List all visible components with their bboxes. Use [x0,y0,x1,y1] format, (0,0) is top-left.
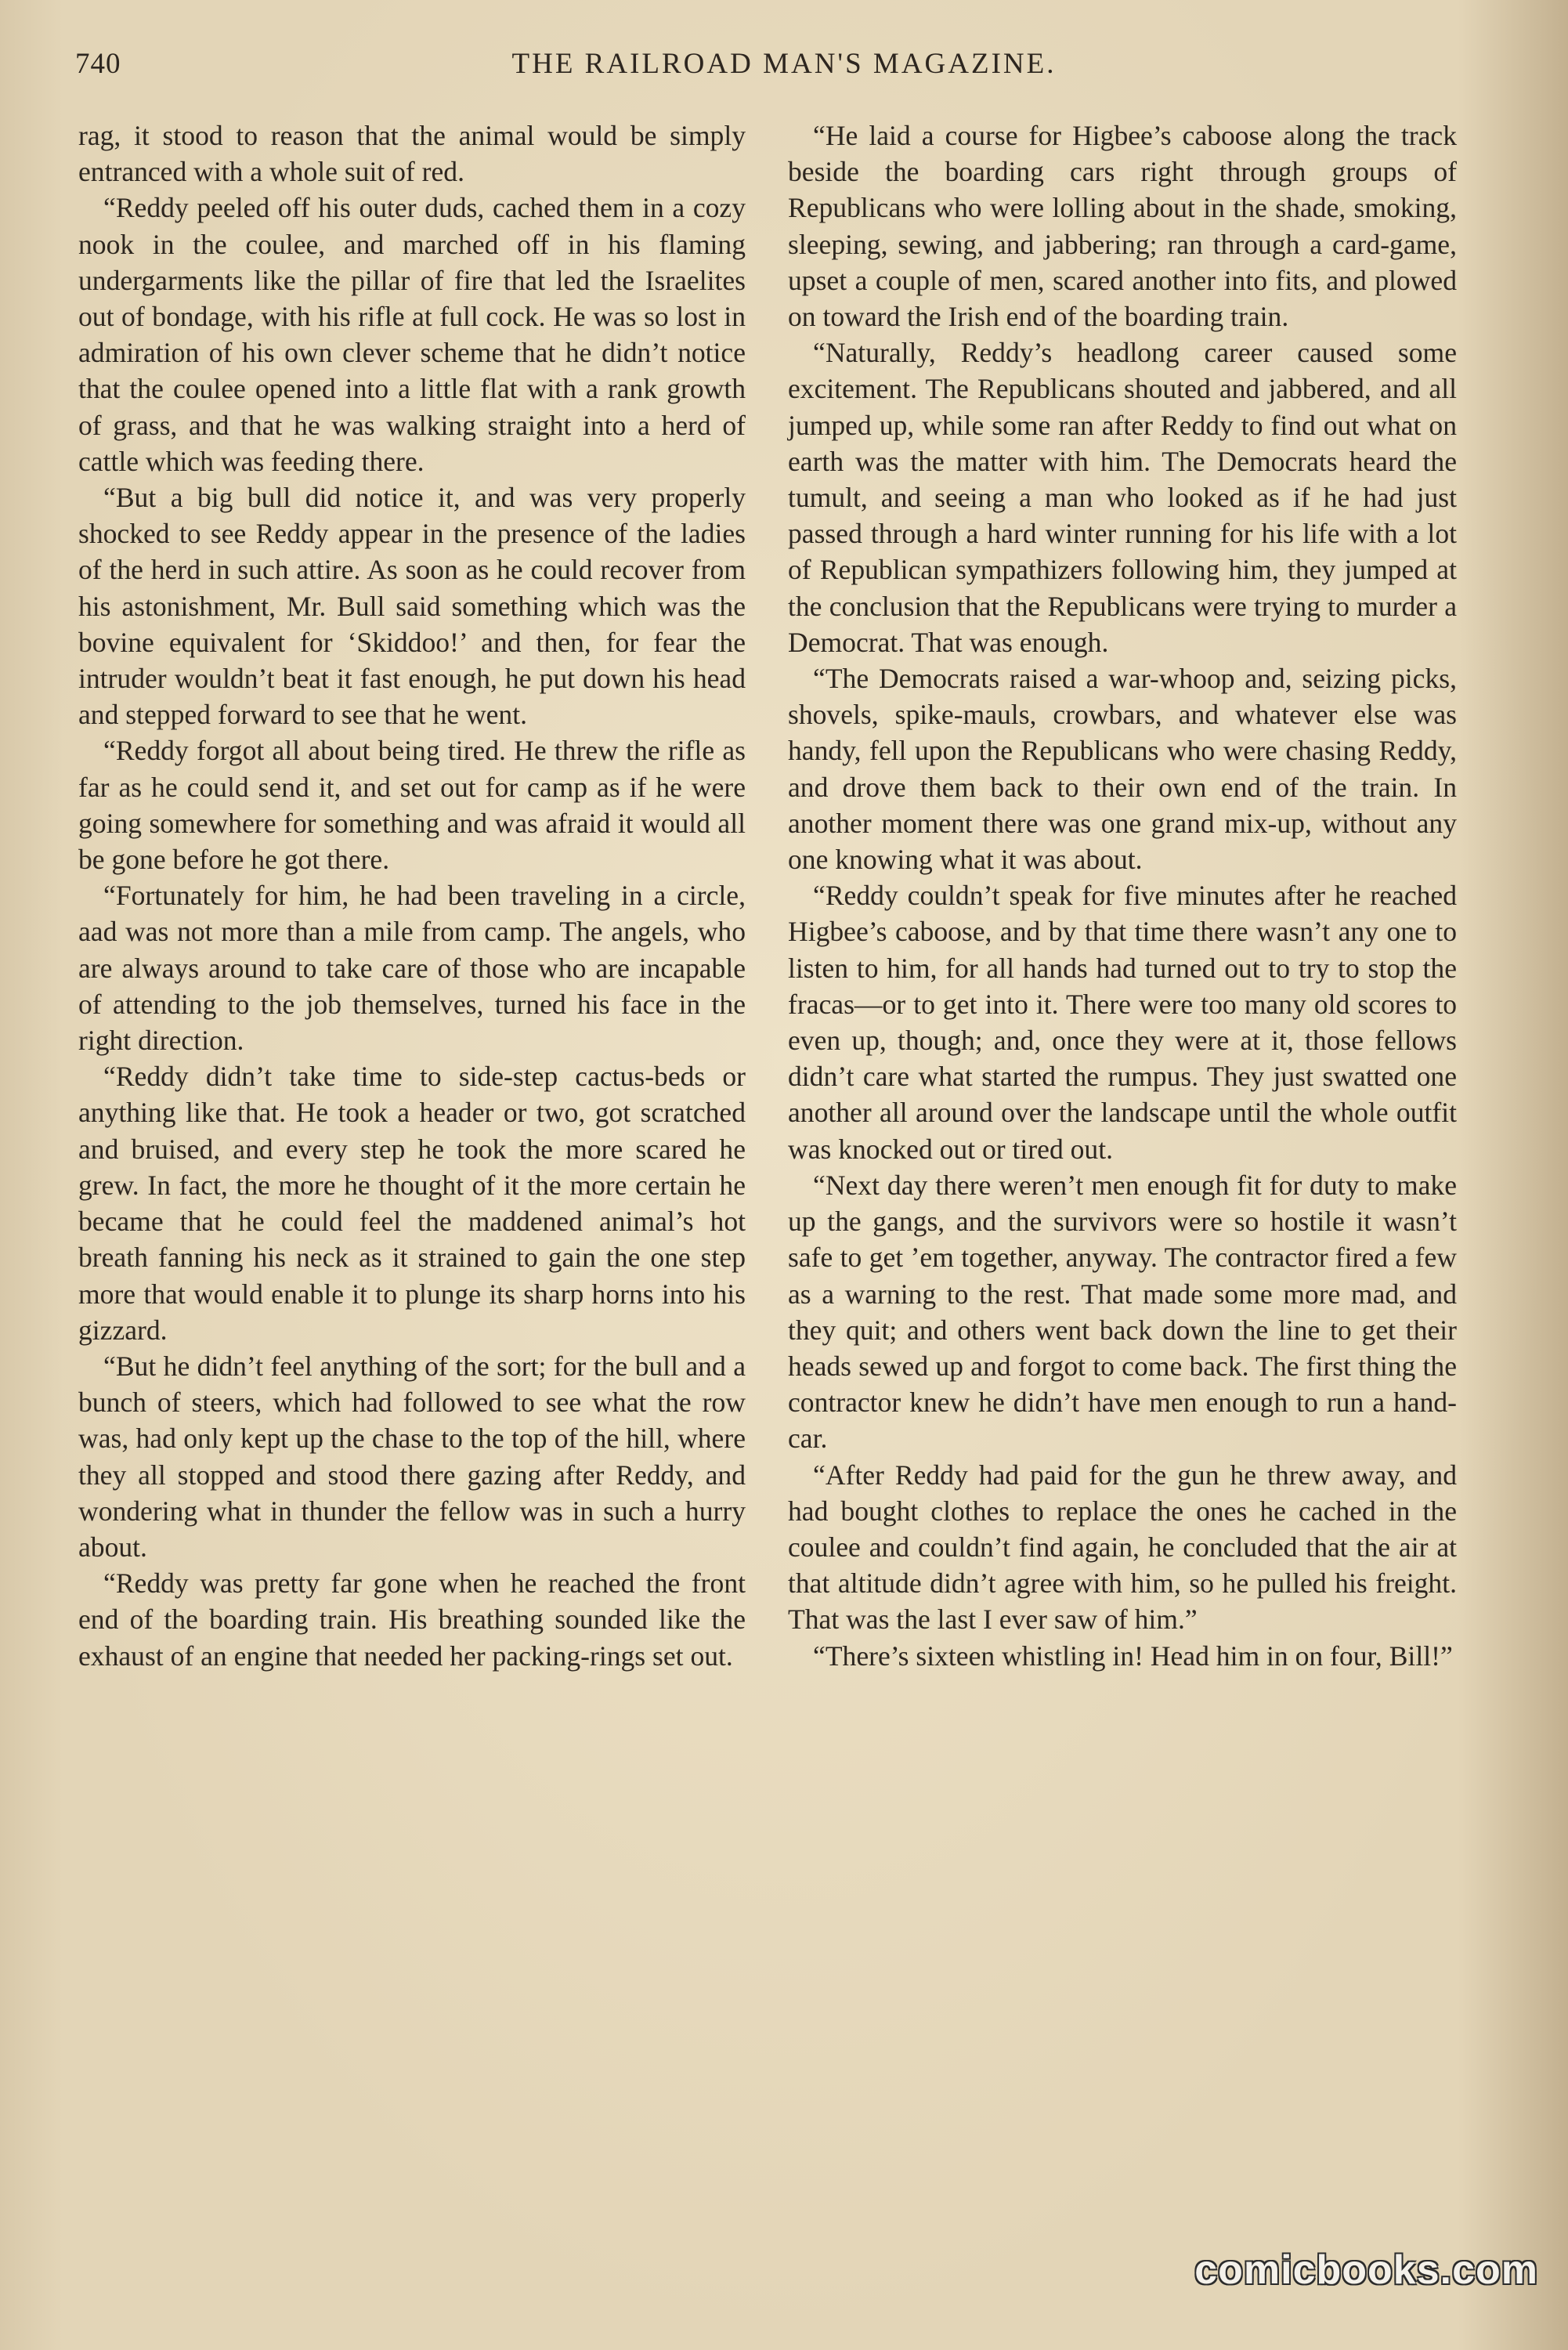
paragraph: rag, it stood to reason that the animal would be simply entranced with a whole suit of red. [78,120,746,188]
watermark: comicbooks.com [1194,2247,1538,2293]
paragraph: “He laid a course for Higbee’s caboose along the track beside the boarding cars right through groups of Republicans who were lolling about in the shade, smoking, sleeping, sewing, and jabbering; ran through a card-game, upset a couple of men, scared another into fits, and plowed on toward the Irish end of the boarding train. [788,120,1457,333]
paragraph: “But a big bull did notice it, and was very properly shocked to see Reddy appear in the presence of the ladies of the herd in such attire. As soon as he could recover from his astonishment, Mr. Bull said something which was the bovine equivalent for ‘Skiddoo!’ and then, for fear the intruder wouldn’t beat it fast enough, he put down his head and stepped forward to see that he went. [78,482,746,731]
paragraph: “Naturally, Reddy’s headlong career caused some excitement. The Republicans shouted and jabbered, and all jumped up, while some ran after Reddy to find out what on earth was the matter with him. The Democrats heard the tumult, and seeing a man who looked as if he had just passed through a hard winter running for his life with a lot of Republican sympathizers following him, they jumped at the conclusion that the Republicans were trying to murder a Democrat. That was enough. [788,337,1457,658]
paragraph: “Reddy was pretty far gone when he reached the front end of the boarding train. His breathing sounded like the exhaust of an engine that needed her packing-rings set out. [78,1567,746,1672]
page-number: 740 [75,48,121,80]
paragraph: “Reddy forgot all about being tired. He threw the rifle as far as he could send it, and set out for camp as if he were going somewhere for something and was afraid it would all be gone before he got there. [78,735,746,876]
right-column [788,118,1457,1674]
paragraph: “Reddy peeled off his outer duds, cached them in a cozy nook in the coulee, and marched off in his flaming undergarments like the pillar of fire that led the Israelites out of bondage, with his rifle at full cock. He was so lost in admiration of his own clever scheme that he didn’t notice that the coulee opened into a little flat with a rank growth of grass, and that he was walking straight into a herd of cattle which was feeding there. [78,192,746,477]
paragraph: “Reddy couldn’t speak for five minutes after he reached Higbee’s caboose, and by that time there wasn’t any one to listen to him, for all hands had turned out to try to stop the fracas—or to get into it. There were too many old scores to even up, though; and, once they were at it, those fellows didn’t care what started the rumpus. They just swatted one another all around over the landscape until the whole outfit was knocked out or tired out. [788,880,1457,1165]
running-title: THE RAILROAD MAN'S MAGAZINE. [511,48,1057,80]
paragraph: “There’s sixteen whistling in! Head him in on four, Bill!” [813,1640,1453,1672]
paragraph: “Next day there weren’t men enough fit for duty to make up the gangs, and the survivors were so hostile it wasn’t safe to get ’em together, anyway. The contractor fired a few as a warning to the rest. That made some more mad, and they quit; and others went back down the line to get their heads sewed up and forgot to come back. The first thing the contractor knew he didn’t have men enough to run a hand-car. [788,1169,1457,1455]
page-header [0,41,1568,88]
paragraph: “The Democrats raised a war-whoop and, seizing picks, shovels, spike-mauls, crowbars, and whatever else was handy, fell upon the Republicans who were chasing Reddy, and drove them back to their own end of the train. In another moment there was one grand mix-up, without any one knowing what it was about. [788,663,1457,876]
paragraph: “After Reddy had paid for the gun he threw away, and had bought clothes to replace the ones he cached in the coulee and couldn’t find again, he concluded that the air at that altitude didn’t agree with him, so he pulled his freight. That was the last I ever saw of him.” [788,1459,1457,1636]
left-column [78,118,746,1674]
paragraph: “Reddy didn’t take time to side-step cactus-beds or anything like that. He took a header or two, got scratched and bruised, and every step he took the more scared he grew. In fact, the more he thought of it the more certain he became that he could feel the maddened animal’s hot breath fanning his neck as it strained to gain the one step more that would enable it to plunge its sharp horns into his gizzard. [78,1061,746,1346]
paragraph: “But he didn’t feel anything of the sort; for the bull and a bunch of steers, which had followed to see what the row was, had only kept up the chase to the top of the hill, where they all stopped and stood there gazing after Reddy, and wondering what in thunder the fellow was in such a hurry about. [78,1350,746,1563]
paragraph: “Fortunately for him, he had been traveling in a circle, aad was not more than a mile from camp. The angels, who are always around to take care of those who are incapable of attending to the job themselves, turned his face in the right direction. [78,880,746,1057]
